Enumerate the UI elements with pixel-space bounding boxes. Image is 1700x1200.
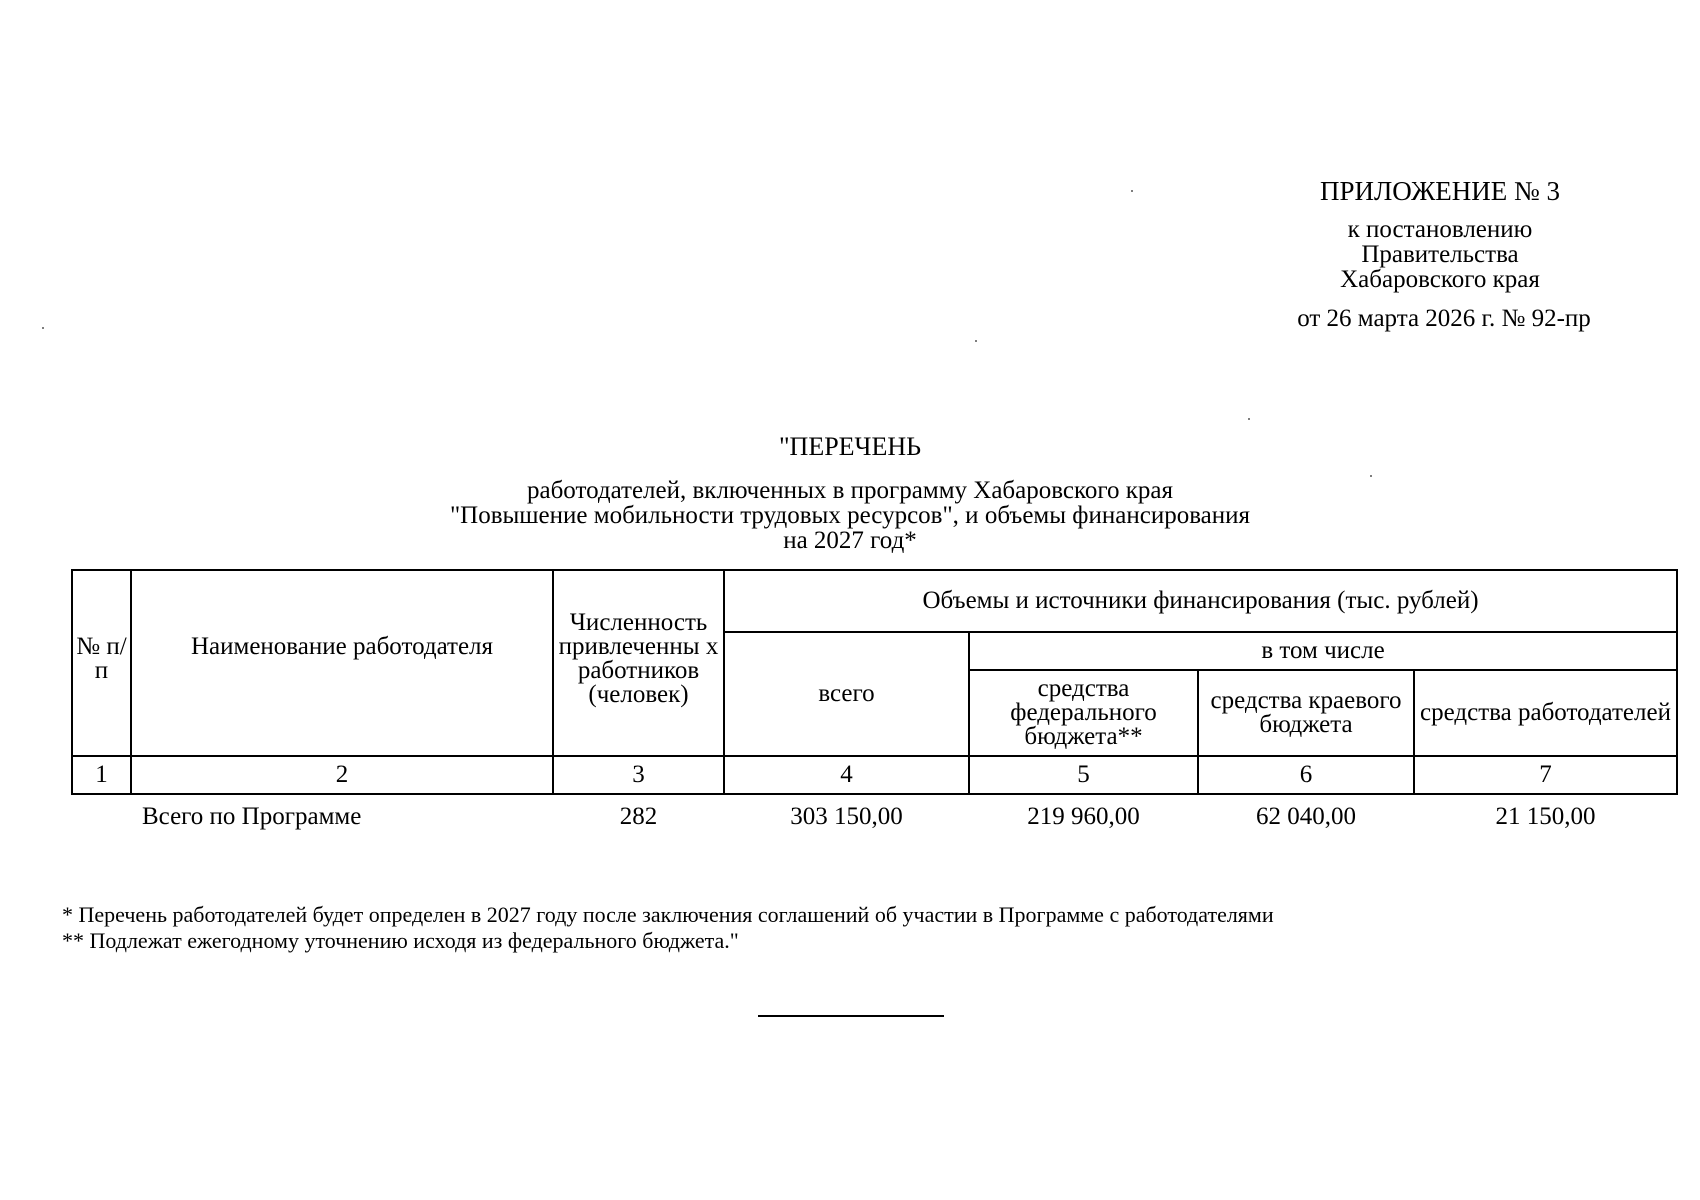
header-financing: Объемы и источники финансирования (тыс. рублей) <box>724 570 1677 632</box>
header-count: Численность привлеченны х работников (человек) <box>553 570 724 756</box>
total-regional: 62 040,00 <box>1256 803 1356 830</box>
scan-speck <box>975 340 977 342</box>
header-regional: средства краевого бюджета <box>1198 670 1414 756</box>
column-number: 5 <box>969 756 1198 794</box>
total-employers: 21 150,00 <box>1495 803 1596 830</box>
title-line: на 2027 год* <box>783 527 917 554</box>
scan-speck <box>42 327 44 329</box>
appendix-title: ПРИЛОЖЕНИЕ № 3 <box>1319 176 1561 206</box>
column-number: 3 <box>553 756 724 794</box>
header-including: в том числе <box>969 632 1677 670</box>
column-number: 4 <box>724 756 969 794</box>
footnote: * Перечень работодателей будет определен в 2027 году после заключения соглашений об участии в Программе с работодателями <box>62 902 1274 927</box>
column-number: 2 <box>131 756 553 794</box>
header-name: Наименование работодателя <box>131 570 553 756</box>
title-line: работодателей, включенных в программу Хабаровского края <box>526 477 1174 504</box>
header-total: всего <box>724 632 969 756</box>
column-number: 6 <box>1198 756 1414 794</box>
header-federal: средства федерального бюджета** <box>969 670 1198 756</box>
total-sum: 303 150,00 <box>790 803 903 830</box>
title-line: "Повышение мобильности трудовых ресурсов", и объемы финансирования <box>449 502 1251 529</box>
total-row <box>72 794 1677 839</box>
scan-speck <box>1370 475 1372 477</box>
header-employers: средства работодателей <box>1414 670 1677 756</box>
title-main: "ПЕРЕЧЕНЬ <box>778 432 922 461</box>
total-federal: 219 960,00 <box>1027 803 1140 830</box>
header-num: № п/п <box>72 570 131 756</box>
column-number: 1 <box>72 756 131 794</box>
appendix-line: к постановлению <box>1347 216 1533 243</box>
appendix-line: Правительства <box>1361 241 1519 268</box>
appendix-date: от 26 марта 2026 г. № 92-пр <box>1297 305 1591 332</box>
document-title <box>380 432 1320 553</box>
footnotes <box>62 902 1274 954</box>
footnote: ** Подлежат ежегодному уточнению исходя из федерального бюджета." <box>62 928 739 953</box>
total-label: Всего по Программе <box>142 803 362 830</box>
appendix-line: Хабаровского края <box>1340 266 1540 293</box>
appendix-header <box>1230 175 1650 334</box>
scan-speck <box>1131 190 1133 192</box>
column-number: 7 <box>1414 756 1677 794</box>
total-count: 282 <box>619 803 658 830</box>
financing-table <box>71 569 1678 839</box>
closing-rule <box>758 1015 944 1017</box>
scan-speck <box>1248 418 1250 420</box>
